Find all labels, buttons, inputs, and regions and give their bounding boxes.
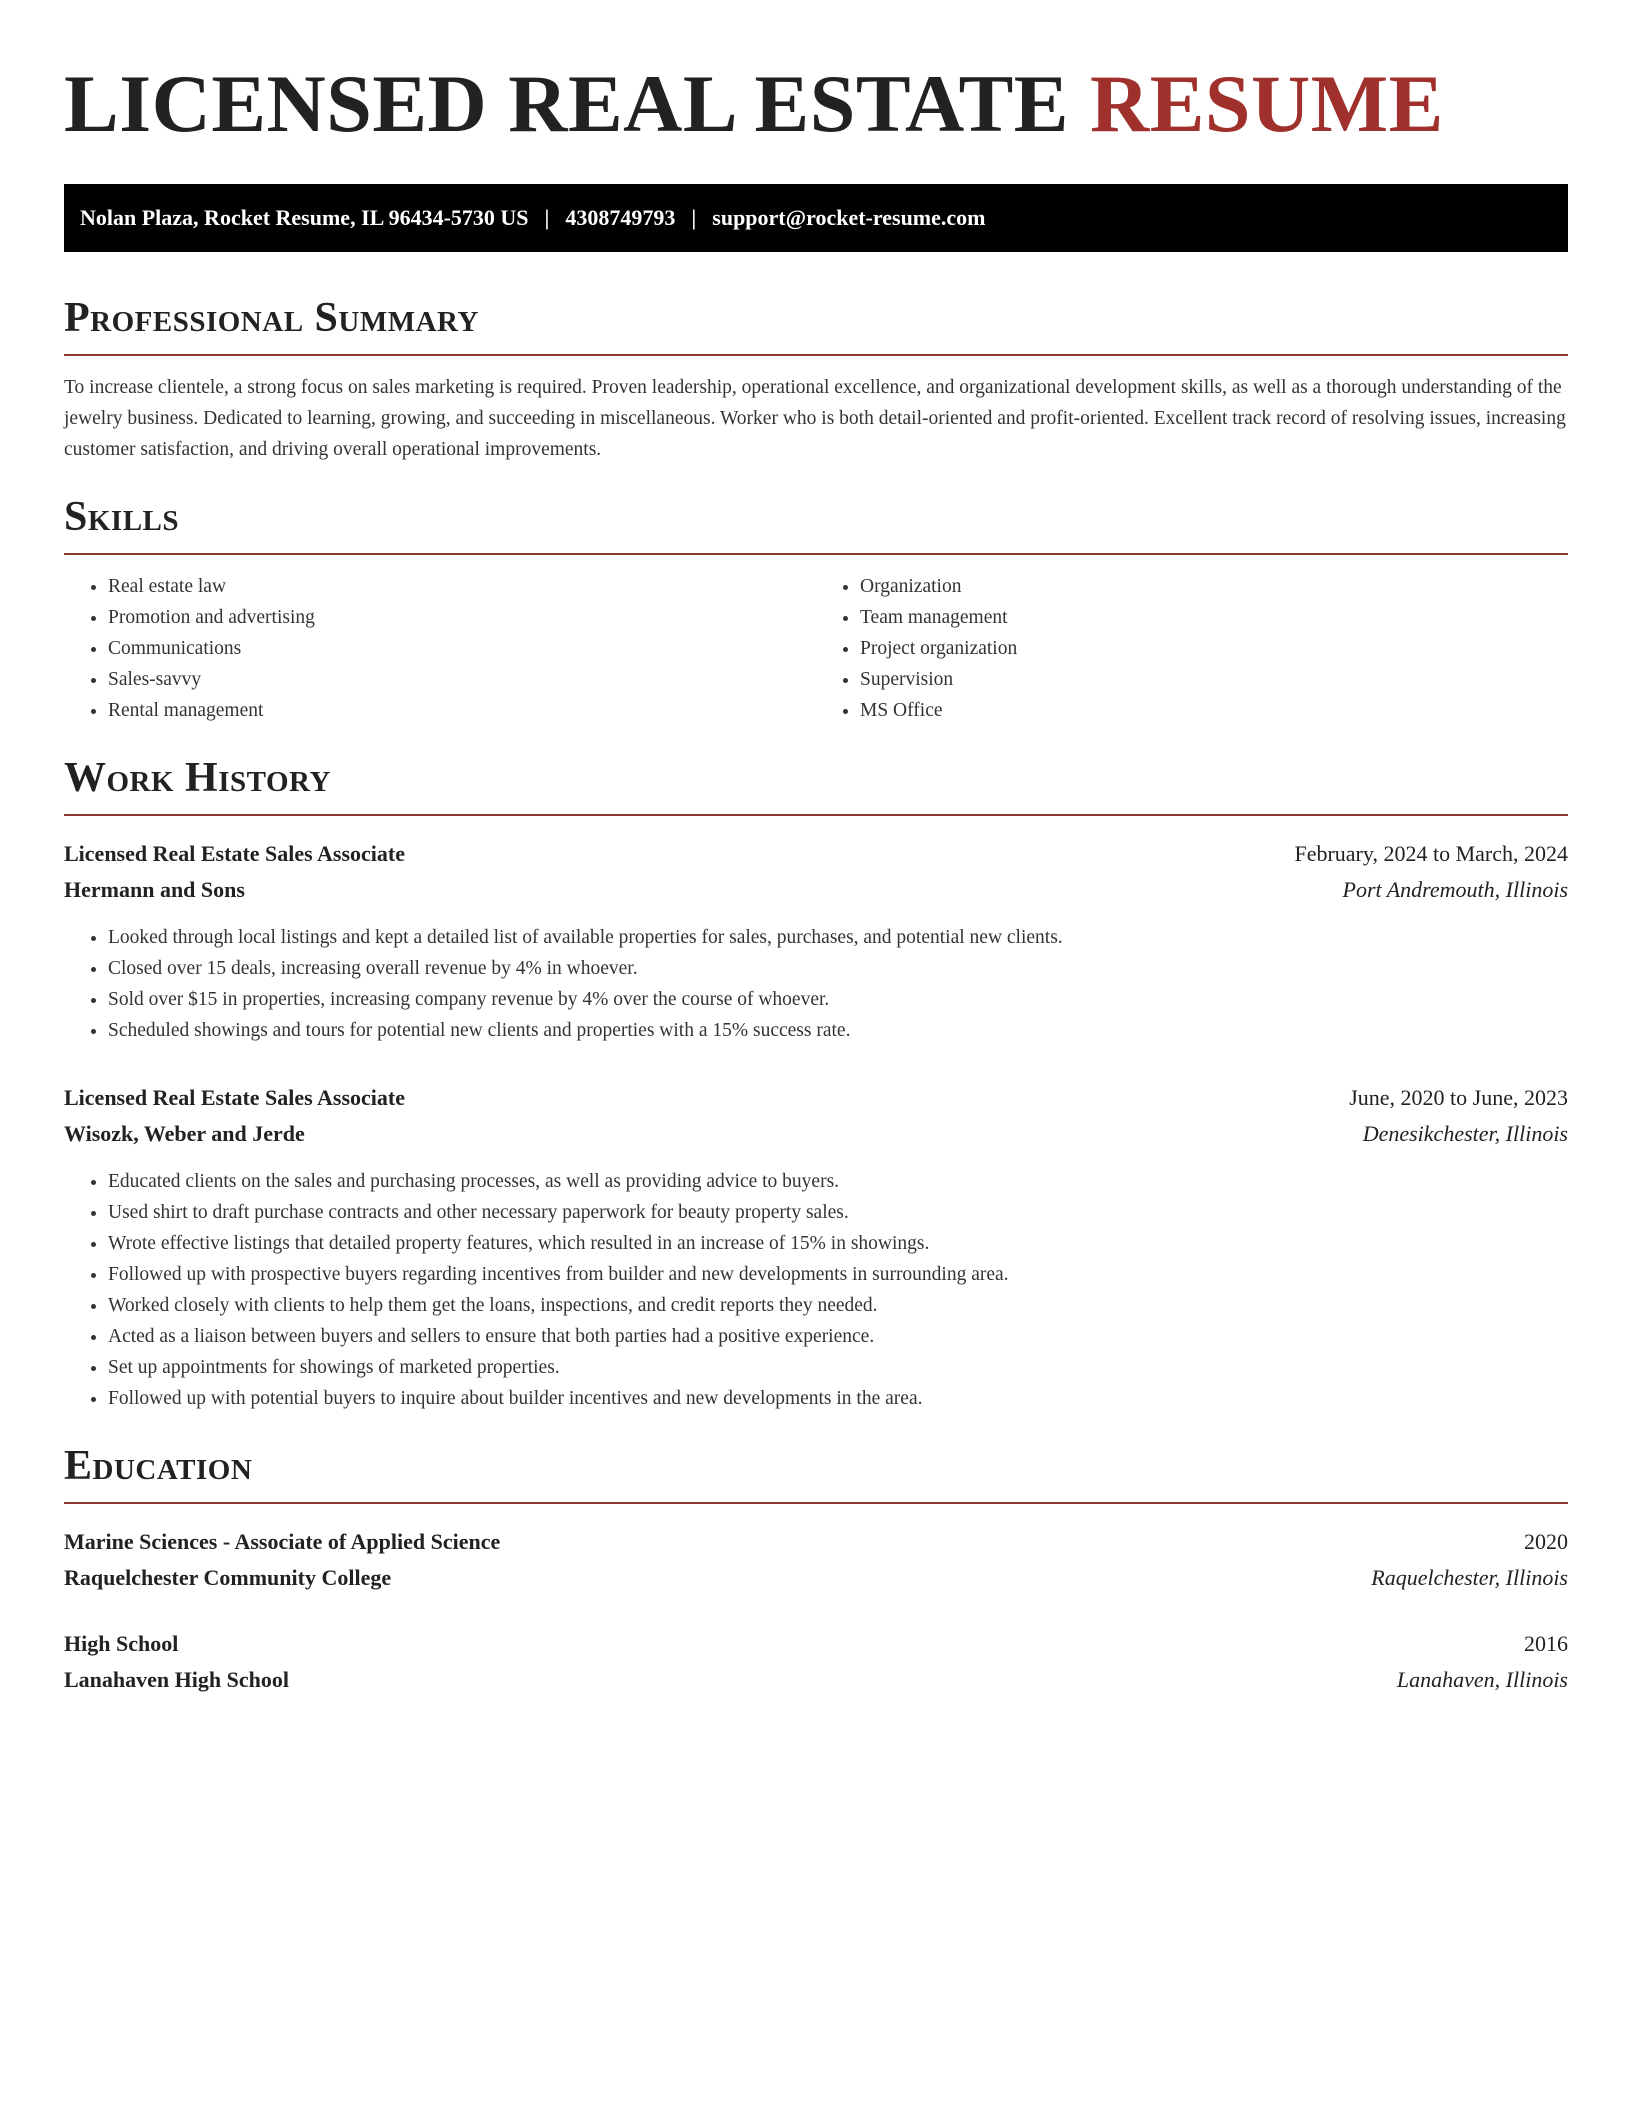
education-entry	[64, 1524, 1568, 1596]
education-degree-row	[64, 1626, 1568, 1662]
education-school-row	[64, 1662, 1568, 1698]
job-dates: June, 2020 to June, 2023	[1349, 1085, 1568, 1110]
education-entry	[64, 1626, 1568, 1698]
skill-item: • Real estate law	[108, 571, 816, 602]
job-bullet: • Wrote effective listings that detailed property features, which resulted in an increase of 15% in showings.	[108, 1228, 1568, 1259]
job-bullet: • Scheduled showings and tours for potential new clients and properties with a 15% success rate.	[108, 1015, 1568, 1046]
skills-column-right	[816, 571, 1568, 726]
resume-title-accent: RESUME	[1089, 58, 1444, 149]
job-company: Wisozk, Weber and Jerde	[64, 1121, 305, 1146]
job-entry	[64, 1080, 1568, 1414]
job-title: Licensed Real Estate Sales Associate	[64, 1085, 405, 1110]
work-heading: Work History	[64, 755, 331, 801]
job-bullet: • Worked closely with clients to help them get the loans, inspections, and credit reports they needed.	[108, 1290, 1568, 1321]
contact-phone: 4308749793	[565, 205, 676, 230]
summary-heading: Professional Summary	[64, 295, 479, 341]
education-section-header	[64, 1444, 1568, 1504]
education-location: Lanahaven, Illinois	[1396, 1667, 1568, 1692]
job-location: Denesikchester, Illinois	[1362, 1121, 1568, 1146]
job-bullet: • Followed up with prospective buyers regarding incentives from builder and new developments in surrounding area.	[108, 1259, 1568, 1290]
skills-list	[64, 571, 1568, 726]
education-school: Raquelchester Community College	[64, 1565, 392, 1590]
skill-item: • Promotion and advertising	[108, 602, 816, 633]
skill-item: • Team management	[860, 602, 1568, 633]
skill-item: • Sales-savvy	[108, 664, 816, 695]
job-bullet: • Closed over 15 deals, increasing overall revenue by 4% in whoever.	[108, 953, 1568, 984]
work-section-header	[64, 756, 1568, 816]
skill-item: • Project organization	[860, 633, 1568, 664]
skills-heading: Skills	[64, 494, 180, 540]
job-bullet: • Sold over $15 in properties, increasing company revenue by 4% over the course of whoever.	[108, 984, 1568, 1015]
education-school-row	[64, 1560, 1568, 1596]
contact-email: support@rocket-resume.com	[712, 205, 986, 230]
skill-item: • Supervision	[860, 664, 1568, 695]
job-bullet: • Set up appointments for showings of marketed properties.	[108, 1352, 1568, 1383]
job-dates: February, 2024 to March, 2024	[1294, 841, 1568, 866]
job-bullet: • Educated clients on the sales and purchasing processes, as well as providing advice to buyers.	[108, 1166, 1568, 1197]
resume-title	[64, 56, 1568, 152]
job-company: Hermann and Sons	[64, 877, 245, 902]
job-location: Port Andremouth, Illinois	[1342, 877, 1568, 902]
summary-section-header	[64, 296, 1568, 356]
contact-separator: |	[691, 205, 697, 230]
contact-address: Nolan Plaza, Rocket Resume, IL 96434-5730 US	[80, 205, 529, 230]
skill-item: • MS Office	[860, 695, 1568, 726]
education-school: Lanahaven High School	[64, 1667, 289, 1692]
skill-item: • Rental management	[108, 695, 816, 726]
skills-column-left	[64, 571, 816, 726]
skills-section-header	[64, 495, 1568, 555]
job-title: Licensed Real Estate Sales Associate	[64, 841, 405, 866]
job-company-row	[64, 1116, 1568, 1152]
education-heading: Education	[64, 1443, 253, 1489]
job-bullets	[64, 922, 1568, 1046]
education-year: 2016	[1524, 1631, 1568, 1656]
job-company-row	[64, 872, 1568, 908]
skill-item: • Organization	[860, 571, 1568, 602]
resume-title-main: LICENSED REAL ESTATE	[64, 58, 1069, 149]
job-title-row	[64, 836, 1568, 872]
education-degree: Marine Sciences - Associate of Applied Science	[64, 1529, 501, 1554]
job-bullet: • Followed up with potential buyers to inquire about builder incentives and new developments in the area.	[108, 1383, 1568, 1414]
education-degree: High School	[64, 1631, 179, 1656]
job-bullets	[64, 1166, 1568, 1414]
job-entry	[64, 836, 1568, 1046]
education-year: 2020	[1524, 1529, 1568, 1554]
job-title-row	[64, 1080, 1568, 1116]
job-bullet: • Looked through local listings and kept a detailed list of available properties for sales, purchases, and potential new clients.	[108, 922, 1568, 953]
summary-text: To increase clientele, a strong focus on sales marketing is required. Proven leadership, operational excellence, and organizational development skills, as well as a thorough understanding of the jewelry business. Dedicated to learning, growing, and succeeding in miscellaneous. Worker who is both detail-oriented and profit-oriented. Excellent track record of resolving issues, increasing customer satisfaction, and driving overall operational improvements.	[64, 377, 1566, 460]
education-location: Raquelchester, Illinois	[1371, 1565, 1568, 1590]
job-bullet: • Acted as a liaison between buyers and sellers to ensure that both parties had a positive experience.	[108, 1321, 1568, 1352]
contact-separator: |	[544, 205, 550, 230]
job-bullet: • Used shirt to draft purchase contracts and other necessary paperwork for beauty property sales.	[108, 1197, 1568, 1228]
education-degree-row	[64, 1524, 1568, 1560]
contact-bar	[64, 184, 1568, 252]
skill-item: • Communications	[108, 633, 816, 664]
